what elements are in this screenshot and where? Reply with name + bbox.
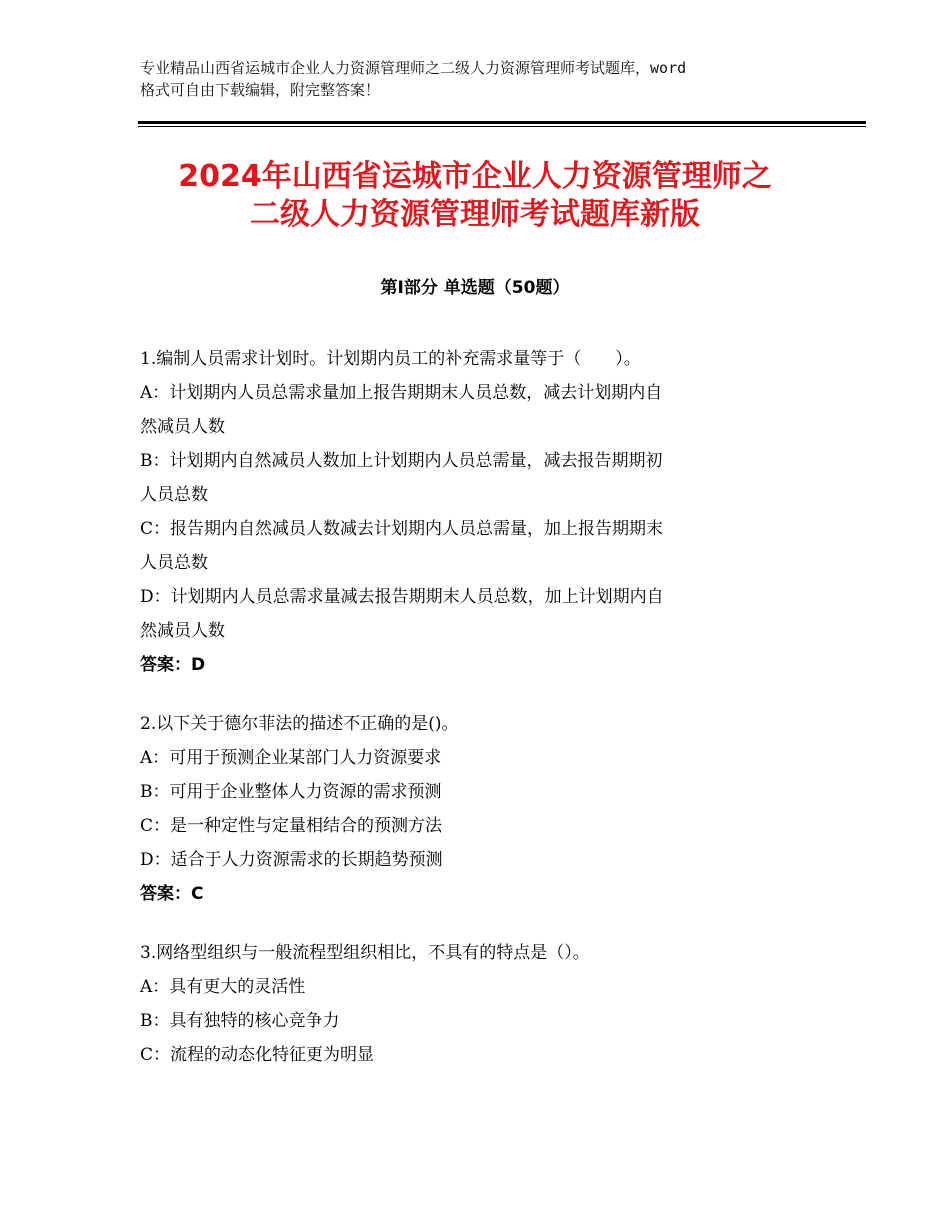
document-title-line: 二级人力资源管理师考试题库新版 [250, 197, 700, 232]
option-a: A：可用于预测企业某部门人力资源要求 [140, 748, 442, 768]
option-d: D：计划期内人员总需求量减去报告期期末人员总数，加上计划期内自 [140, 587, 664, 607]
header-note-line: 专业精品山西省运城市企业人力资源管理师之二级人力资源管理师考试题库，word [140, 59, 687, 77]
question-stem: 1.编制人员需求计划时。计划期内员工的补充需求量等于（ ）。 [140, 349, 641, 369]
option-c: C：流程的动态化特征更为明显 [140, 1045, 375, 1065]
answer-label: 答案：D [140, 655, 206, 675]
option-c: C：报告期内自然减员人数减去计划期内人员总需量，加上报告期期末 [140, 519, 664, 539]
option-d: D：适合于人力资源需求的长期趋势预测 [140, 850, 443, 870]
question-3 [140, 936, 820, 1072]
option-b-continued: 人员总数 [140, 485, 208, 505]
question-list [140, 342, 820, 1097]
option-a-continued: 然减员人数 [140, 417, 225, 437]
document-title [100, 158, 850, 234]
option-c: C：是一种定性与定量相结合的预测方法 [140, 816, 443, 836]
option-a: A：计划期内人员总需求量加上报告期期末人员总数，减去计划期内自 [140, 383, 663, 403]
header-rule-thin [138, 126, 866, 127]
header-rule-thick [138, 121, 866, 124]
option-d-continued: 然减员人数 [140, 621, 225, 641]
document-title-line: 2024年山西省运城市企业人力资源管理师之 [178, 159, 772, 194]
option-b: B：计划期内自然减员人数加上计划期内人员总需量，减去报告期期初 [140, 451, 663, 471]
question-stem: 3.网络型组织与一般流程型组织相比，不具有的特点是（）。 [140, 943, 590, 963]
header-note [140, 57, 830, 101]
option-a: A：具有更大的灵活性 [140, 977, 306, 997]
option-c-continued: 人员总数 [140, 553, 208, 573]
question-2 [140, 707, 820, 911]
question-stem: 2.以下关于德尔菲法的描述不正确的是()。 [140, 714, 459, 734]
header-note-line: 格式可自由下载编辑，附完整答案！ [140, 81, 381, 99]
option-b: B：可用于企业整体人力资源的需求预测 [140, 782, 442, 802]
question-1 [140, 342, 820, 682]
section-heading: 第Ⅰ部分 单选题（50题） [380, 278, 570, 298]
answer-label: 答案：C [140, 884, 204, 904]
option-b: B：具有独特的核心竞争力 [140, 1011, 340, 1031]
